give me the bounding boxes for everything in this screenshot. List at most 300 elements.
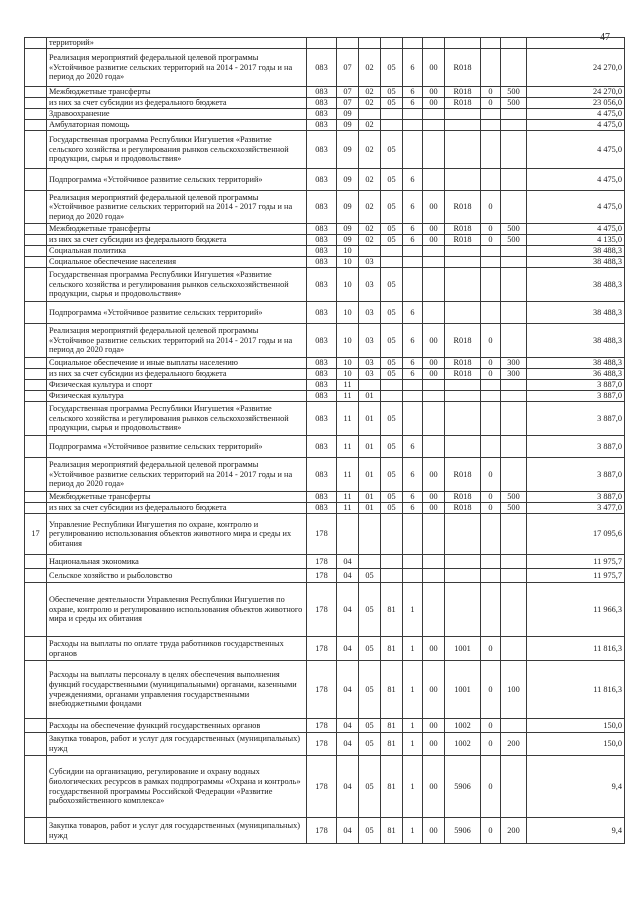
- expense-type-code-cell: [501, 38, 527, 49]
- ministry-code-cell: 083: [307, 358, 337, 369]
- row-number-cell: [25, 503, 47, 514]
- row-number-cell: [25, 637, 47, 661]
- table-row: [25, 719, 625, 733]
- item-name-cell: Подпрограмма «Устойчивое развитие сельских территорий»: [47, 169, 307, 191]
- ministry-code-cell: 083: [307, 503, 337, 514]
- direction-code-cell: 1002: [445, 719, 481, 733]
- subsection-code-cell: 01: [359, 503, 381, 514]
- amount-cell: 11 816,3: [527, 637, 625, 661]
- expense-type-code-cell: 300: [501, 369, 527, 380]
- activity-code-cell: [423, 380, 445, 391]
- activity-code-cell: [423, 569, 445, 583]
- activity-code-cell: 00: [423, 637, 445, 661]
- ministry-code-cell: 083: [307, 324, 337, 358]
- section-code-cell: 10: [337, 369, 359, 380]
- item-name-cell: Закупка товаров, работ и услуг для государственных (муниципальных) нужд: [47, 818, 307, 844]
- item-name-cell: Национальная экономика: [47, 555, 307, 569]
- section-code-cell: 04: [337, 733, 359, 756]
- direction-code-cell: R018: [445, 49, 481, 87]
- section-code-cell: 07: [337, 87, 359, 98]
- extra-code-cell: [481, 38, 501, 49]
- activity-code-cell: [423, 514, 445, 555]
- extra-code-cell: [481, 302, 501, 324]
- direction-code-cell: R018: [445, 98, 481, 109]
- row-number-cell: [25, 569, 47, 583]
- section-code-cell: 04: [337, 661, 359, 719]
- expense-type-code-cell: [501, 257, 527, 268]
- expense-type-code-cell: [501, 120, 527, 131]
- program-code-cell: 05: [381, 324, 403, 358]
- subsection-code-cell: 01: [359, 402, 381, 436]
- row-number-cell: [25, 38, 47, 49]
- extra-code-cell: [481, 246, 501, 257]
- subsection-code-cell: 03: [359, 324, 381, 358]
- item-name-cell: Расходы на выплаты персоналу в целях обеспечения выполнения функций государственными (муниципальными) органами, казенными учреждениями, органами управления государственными внебюджетными фондами: [47, 661, 307, 719]
- amount-cell: [527, 38, 625, 49]
- activity-code-cell: [423, 120, 445, 131]
- subsection-code-cell: [359, 514, 381, 555]
- ministry-code-cell: 083: [307, 492, 337, 503]
- ministry-code-cell: 083: [307, 402, 337, 436]
- table-row: [25, 235, 625, 246]
- section-code-cell: 09: [337, 235, 359, 246]
- program-code-cell: [381, 569, 403, 583]
- direction-code-cell: [445, 268, 481, 302]
- subsection-code-cell: 02: [359, 169, 381, 191]
- item-name-cell: из них за счет субсидии из федерального бюджета: [47, 98, 307, 109]
- extra-code-cell: 0: [481, 98, 501, 109]
- subprogram-code-cell: [403, 109, 423, 120]
- extra-code-cell: 0: [481, 358, 501, 369]
- subprogram-code-cell: [403, 380, 423, 391]
- item-name-cell: Подпрограмма «Устойчивое развитие сельских территорий»: [47, 436, 307, 458]
- row-number-cell: [25, 369, 47, 380]
- program-code-cell: 81: [381, 756, 403, 818]
- subprogram-code-cell: 6: [403, 492, 423, 503]
- section-code-cell: 09: [337, 109, 359, 120]
- section-code-cell: 11: [337, 402, 359, 436]
- amount-cell: 3 887,0: [527, 402, 625, 436]
- extra-code-cell: [481, 402, 501, 436]
- row-number-cell: [25, 87, 47, 98]
- direction-code-cell: [445, 391, 481, 402]
- expense-type-code-cell: [501, 719, 527, 733]
- activity-code-cell: [423, 131, 445, 169]
- item-name-cell: Социальная политика: [47, 246, 307, 257]
- program-code-cell: [381, 246, 403, 257]
- item-name-cell: Межбюджетные трансферты: [47, 492, 307, 503]
- direction-code-cell: 5906: [445, 818, 481, 844]
- ministry-code-cell: 083: [307, 302, 337, 324]
- ministry-code-cell: 178: [307, 733, 337, 756]
- amount-cell: 38 488,3: [527, 268, 625, 302]
- row-number-cell: [25, 436, 47, 458]
- extra-code-cell: 0: [481, 503, 501, 514]
- direction-code-cell: [445, 569, 481, 583]
- program-code-cell: 05: [381, 87, 403, 98]
- activity-code-cell: 00: [423, 191, 445, 224]
- direction-code-cell: R018: [445, 87, 481, 98]
- ministry-code-cell: 083: [307, 458, 337, 492]
- item-name-cell: Физическая культура: [47, 391, 307, 402]
- direction-code-cell: [445, 302, 481, 324]
- subsection-code-cell: 03: [359, 369, 381, 380]
- subprogram-code-cell: 1: [403, 583, 423, 637]
- item-name-cell: Расходы на обеспечение функций государственных органов: [47, 719, 307, 733]
- direction-code-cell: 1001: [445, 661, 481, 719]
- ministry-code-cell: 178: [307, 583, 337, 637]
- activity-code-cell: [423, 555, 445, 569]
- amount-cell: 38 488,3: [527, 358, 625, 369]
- amount-cell: 3 887,0: [527, 391, 625, 402]
- expense-type-code-cell: [501, 169, 527, 191]
- section-code-cell: 10: [337, 246, 359, 257]
- activity-code-cell: [423, 169, 445, 191]
- row-number-cell: [25, 169, 47, 191]
- table-row: [25, 733, 625, 756]
- subsection-code-cell: 05: [359, 818, 381, 844]
- expense-type-code-cell: [501, 131, 527, 169]
- direction-code-cell: 1002: [445, 733, 481, 756]
- table-row: [25, 268, 625, 302]
- table-row: [25, 369, 625, 380]
- section-code-cell: 09: [337, 131, 359, 169]
- extra-code-cell: 0: [481, 235, 501, 246]
- table-row: [25, 402, 625, 436]
- section-code-cell: 07: [337, 49, 359, 87]
- program-code-cell: 05: [381, 503, 403, 514]
- table-row: [25, 391, 625, 402]
- direction-code-cell: [445, 555, 481, 569]
- amount-cell: 150,0: [527, 733, 625, 756]
- ministry-code-cell: 083: [307, 109, 337, 120]
- expense-type-code-cell: [501, 391, 527, 402]
- budget-table: [24, 37, 625, 844]
- table-row: [25, 98, 625, 109]
- amount-cell: 17 095,6: [527, 514, 625, 555]
- amount-cell: 4 475,0: [527, 109, 625, 120]
- ministry-code-cell: 083: [307, 380, 337, 391]
- table-row: [25, 87, 625, 98]
- amount-cell: 4 475,0: [527, 120, 625, 131]
- direction-code-cell: [445, 380, 481, 391]
- program-code-cell: 05: [381, 302, 403, 324]
- ministry-code-cell: 178: [307, 661, 337, 719]
- expense-type-code-cell: [501, 324, 527, 358]
- subsection-code-cell: 02: [359, 87, 381, 98]
- subprogram-code-cell: 6: [403, 224, 423, 235]
- subprogram-code-cell: [403, 120, 423, 131]
- table-row: [25, 503, 625, 514]
- activity-code-cell: 00: [423, 87, 445, 98]
- extra-code-cell: 0: [481, 661, 501, 719]
- activity-code-cell: 00: [423, 661, 445, 719]
- extra-code-cell: [481, 514, 501, 555]
- extra-code-cell: 0: [481, 191, 501, 224]
- subprogram-code-cell: [403, 38, 423, 49]
- subprogram-code-cell: 6: [403, 87, 423, 98]
- subprogram-code-cell: 6: [403, 235, 423, 246]
- section-code-cell: 11: [337, 391, 359, 402]
- amount-cell: 4 475,0: [527, 169, 625, 191]
- amount-cell: 24 270,0: [527, 87, 625, 98]
- section-code-cell: 04: [337, 756, 359, 818]
- subsection-code-cell: 03: [359, 257, 381, 268]
- ministry-code-cell: 083: [307, 257, 337, 268]
- program-code-cell: 81: [381, 818, 403, 844]
- program-code-cell: 05: [381, 369, 403, 380]
- program-code-cell: [381, 38, 403, 49]
- section-code-cell: 10: [337, 257, 359, 268]
- expense-type-code-cell: 500: [501, 492, 527, 503]
- activity-code-cell: [423, 402, 445, 436]
- amount-cell: 24 270,0: [527, 49, 625, 87]
- subprogram-code-cell: 6: [403, 369, 423, 380]
- subprogram-code-cell: 6: [403, 358, 423, 369]
- direction-code-cell: R018: [445, 191, 481, 224]
- expense-type-code-cell: [501, 49, 527, 87]
- ministry-code-cell: 083: [307, 235, 337, 246]
- item-name-cell: Государственная программа Республики Ингушетия «Развитие сельского хозяйства и регулирования рынков сельскохозяйственной продукции, сырья и продовольствия»: [47, 131, 307, 169]
- item-name-cell: из них за счет субсидии из федерального бюджета: [47, 235, 307, 246]
- program-code-cell: 05: [381, 98, 403, 109]
- section-code-cell: 09: [337, 191, 359, 224]
- amount-cell: 36 488,3: [527, 369, 625, 380]
- item-name-cell: Межбюджетные трансферты: [47, 87, 307, 98]
- row-number-cell: [25, 380, 47, 391]
- direction-code-cell: [445, 402, 481, 436]
- table-row: [25, 818, 625, 844]
- row-number-cell: [25, 191, 47, 224]
- program-code-cell: [381, 391, 403, 402]
- expense-type-code-cell: [501, 246, 527, 257]
- expense-type-code-cell: [501, 436, 527, 458]
- ministry-code-cell: 083: [307, 369, 337, 380]
- row-number-cell: [25, 358, 47, 369]
- table-row: [25, 492, 625, 503]
- section-code-cell: 10: [337, 268, 359, 302]
- expense-type-code-cell: [501, 380, 527, 391]
- table-row: [25, 555, 625, 569]
- extra-code-cell: [481, 257, 501, 268]
- section-code-cell: [337, 514, 359, 555]
- amount-cell: 11 966,3: [527, 583, 625, 637]
- ministry-code-cell: 178: [307, 569, 337, 583]
- subprogram-code-cell: [403, 569, 423, 583]
- subsection-code-cell: 02: [359, 49, 381, 87]
- extra-code-cell: [481, 268, 501, 302]
- subprogram-code-cell: [403, 391, 423, 402]
- activity-code-cell: [423, 302, 445, 324]
- amount-cell: 9,4: [527, 756, 625, 818]
- table-row: [25, 131, 625, 169]
- subprogram-code-cell: [403, 514, 423, 555]
- program-code-cell: 05: [381, 458, 403, 492]
- subsection-code-cell: 03: [359, 302, 381, 324]
- extra-code-cell: [481, 436, 501, 458]
- ministry-code-cell: 178: [307, 719, 337, 733]
- extra-code-cell: 0: [481, 719, 501, 733]
- expense-type-code-cell: 500: [501, 98, 527, 109]
- subsection-code-cell: [359, 246, 381, 257]
- table-row: [25, 257, 625, 268]
- activity-code-cell: 00: [423, 733, 445, 756]
- ministry-code-cell: 083: [307, 87, 337, 98]
- table-row: [25, 120, 625, 131]
- ministry-code-cell: [307, 38, 337, 49]
- subprogram-code-cell: 6: [403, 324, 423, 358]
- amount-cell: 38 488,3: [527, 324, 625, 358]
- direction-code-cell: R018: [445, 235, 481, 246]
- table-row: [25, 49, 625, 87]
- program-code-cell: 05: [381, 49, 403, 87]
- direction-code-cell: [445, 436, 481, 458]
- expense-type-code-cell: 500: [501, 235, 527, 246]
- section-code-cell: 04: [337, 818, 359, 844]
- ministry-code-cell: 083: [307, 391, 337, 402]
- table-row: [25, 569, 625, 583]
- direction-code-cell: [445, 38, 481, 49]
- subprogram-code-cell: [403, 246, 423, 257]
- ministry-code-cell: 083: [307, 98, 337, 109]
- item-name-cell: Амбулаторная помощь: [47, 120, 307, 131]
- expense-type-code-cell: 500: [501, 503, 527, 514]
- program-code-cell: [381, 555, 403, 569]
- subprogram-code-cell: 6: [403, 49, 423, 87]
- subsection-code-cell: [359, 109, 381, 120]
- subprogram-code-cell: 6: [403, 302, 423, 324]
- extra-code-cell: 0: [481, 733, 501, 756]
- expense-type-code-cell: 100: [501, 661, 527, 719]
- subsection-code-cell: [359, 555, 381, 569]
- subsection-code-cell: 02: [359, 224, 381, 235]
- activity-code-cell: 00: [423, 224, 445, 235]
- amount-cell: 3 477,0: [527, 503, 625, 514]
- extra-code-cell: [481, 569, 501, 583]
- activity-code-cell: [423, 38, 445, 49]
- direction-code-cell: R018: [445, 324, 481, 358]
- program-code-cell: [381, 514, 403, 555]
- subprogram-code-cell: 1: [403, 661, 423, 719]
- table-row: [25, 661, 625, 719]
- table-row: [25, 436, 625, 458]
- activity-code-cell: 00: [423, 358, 445, 369]
- item-name-cell: Межбюджетные трансферты: [47, 224, 307, 235]
- expense-type-code-cell: [501, 514, 527, 555]
- amount-cell: 3 887,0: [527, 436, 625, 458]
- section-code-cell: 04: [337, 555, 359, 569]
- ministry-code-cell: 083: [307, 268, 337, 302]
- row-number-cell: [25, 98, 47, 109]
- table-row: [25, 109, 625, 120]
- expense-type-code-cell: [501, 268, 527, 302]
- row-number-cell: [25, 49, 47, 87]
- extra-code-cell: [481, 109, 501, 120]
- table-row: [25, 756, 625, 818]
- table-row: [25, 458, 625, 492]
- direction-code-cell: [445, 120, 481, 131]
- expense-type-code-cell: [501, 583, 527, 637]
- section-code-cell: 09: [337, 224, 359, 235]
- item-name-cell: Государственная программа Республики Ингушетия «Развитие сельского хозяйства и регулирования рынков сельскохозяйственной продукции, сырья и продовольствия»: [47, 268, 307, 302]
- expense-type-code-cell: [501, 302, 527, 324]
- direction-code-cell: [445, 583, 481, 637]
- section-code-cell: 10: [337, 302, 359, 324]
- program-code-cell: 81: [381, 583, 403, 637]
- expense-type-code-cell: [501, 555, 527, 569]
- program-code-cell: 05: [381, 224, 403, 235]
- amount-cell: 3 887,0: [527, 492, 625, 503]
- item-name-cell: Закупка товаров, работ и услуг для государственных (муниципальных) нужд: [47, 733, 307, 756]
- subsection-code-cell: 01: [359, 391, 381, 402]
- expense-type-code-cell: [501, 637, 527, 661]
- row-number-cell: [25, 109, 47, 120]
- program-code-cell: 81: [381, 661, 403, 719]
- ministry-code-cell: 083: [307, 436, 337, 458]
- ministry-code-cell: 178: [307, 555, 337, 569]
- section-code-cell: 11: [337, 458, 359, 492]
- direction-code-cell: 1001: [445, 637, 481, 661]
- subsection-code-cell: 01: [359, 492, 381, 503]
- subsection-code-cell: [359, 38, 381, 49]
- section-code-cell: 09: [337, 120, 359, 131]
- table-row: [25, 224, 625, 235]
- subsection-code-cell: 02: [359, 191, 381, 224]
- program-code-cell: 05: [381, 402, 403, 436]
- subprogram-code-cell: [403, 268, 423, 302]
- direction-code-cell: R018: [445, 503, 481, 514]
- extra-code-cell: [481, 583, 501, 637]
- direction-code-cell: R018: [445, 369, 481, 380]
- table-row: [25, 380, 625, 391]
- row-number-cell: [25, 246, 47, 257]
- program-code-cell: [381, 120, 403, 131]
- program-code-cell: 05: [381, 169, 403, 191]
- program-code-cell: [381, 109, 403, 120]
- table-row: [25, 302, 625, 324]
- row-number-cell: [25, 756, 47, 818]
- expense-type-code-cell: [501, 569, 527, 583]
- item-name-cell: территорий»: [47, 38, 307, 49]
- table-row: [25, 38, 625, 49]
- activity-code-cell: 00: [423, 458, 445, 492]
- row-number-cell: [25, 402, 47, 436]
- amount-cell: 4 475,0: [527, 191, 625, 224]
- direction-code-cell: [445, 257, 481, 268]
- item-name-cell: из них за счет субсидии из федерального бюджета: [47, 503, 307, 514]
- extra-code-cell: 0: [481, 492, 501, 503]
- section-code-cell: 04: [337, 637, 359, 661]
- row-number-cell: [25, 302, 47, 324]
- activity-code-cell: [423, 109, 445, 120]
- page-number: 47: [600, 32, 610, 43]
- subprogram-code-cell: 1: [403, 733, 423, 756]
- direction-code-cell: [445, 169, 481, 191]
- item-name-cell: Управление Республики Ингушетия по охране, контролю и регулированию использования объектов животного мира и среды их обитания: [47, 514, 307, 555]
- subsection-code-cell: 05: [359, 719, 381, 733]
- extra-code-cell: [481, 555, 501, 569]
- expense-type-code-cell: [501, 756, 527, 818]
- row-number-cell: [25, 492, 47, 503]
- activity-code-cell: 00: [423, 235, 445, 246]
- subprogram-code-cell: 6: [403, 98, 423, 109]
- amount-cell: 38 488,3: [527, 246, 625, 257]
- section-code-cell: 11: [337, 503, 359, 514]
- program-code-cell: 05: [381, 358, 403, 369]
- direction-code-cell: R018: [445, 492, 481, 503]
- program-code-cell: 81: [381, 637, 403, 661]
- subsection-code-cell: 05: [359, 756, 381, 818]
